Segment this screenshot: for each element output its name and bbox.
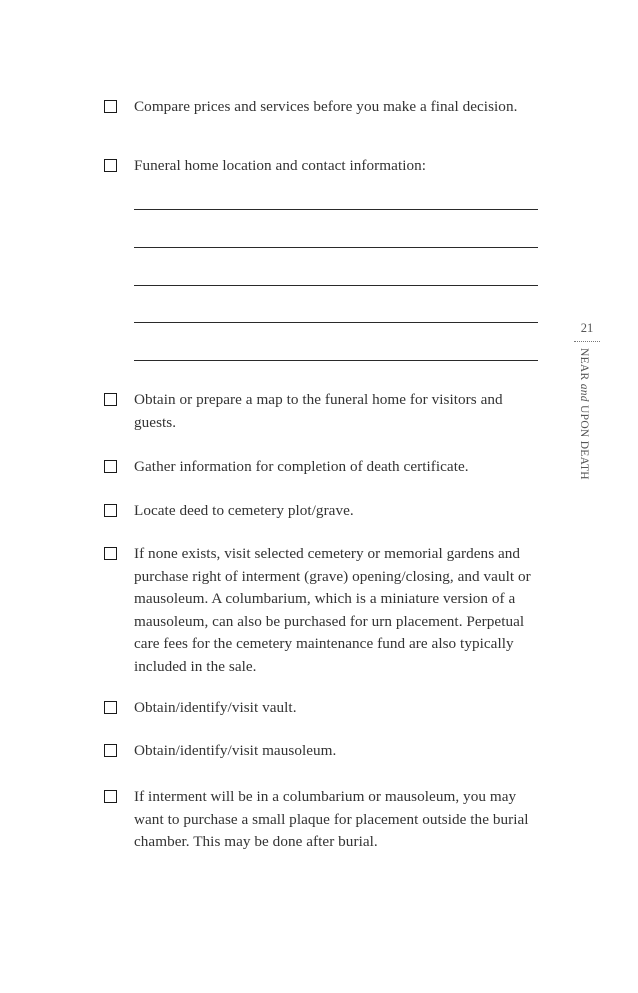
section-title-part1: NEAR	[578, 348, 590, 384]
checklist-item-vault	[104, 697, 534, 720]
checklist-item-map	[104, 389, 534, 434]
checkbox-plaque[interactable]	[104, 790, 117, 803]
checkbox-visit-cemetery[interactable]	[104, 547, 117, 560]
checklist-item-text: Obtain or prepare a map to the funeral home for visitors and guests.	[134, 391, 503, 431]
checklist-item-visit-cemetery	[104, 543, 534, 678]
checkbox-mausoleum[interactable]	[104, 744, 117, 757]
section-title	[578, 348, 590, 480]
checklist-item-text: If interment will be in a columbarium or mausoleum, you may want to purchase a small plaque for placement outside the burial chamber. This may be done after burial.	[134, 788, 529, 850]
checkbox-vault[interactable]	[104, 701, 117, 714]
checkbox-compare-prices[interactable]	[104, 100, 117, 113]
checklist-item-compare-prices	[104, 96, 534, 119]
checklist-item-text: Locate deed to cemetery plot/grave.	[134, 502, 354, 519]
contact-write-line-3[interactable]	[134, 285, 538, 286]
contact-write-line-1[interactable]	[134, 209, 538, 210]
checklist-item-funeral-home-contact	[104, 155, 534, 178]
checklist-item-text: If none exists, visit selected cemetery or memorial gardens and purchase right of interment (grave) opening/closing, and vault or mausoleum. A columbarium, which is a miniature version of a mausoleum, can also be purchased for urn placement. Perpetual care fees for the cemetery maintenance fund are also typically included in the sale.	[134, 545, 531, 675]
checkbox-cemetery-deed[interactable]	[104, 504, 117, 517]
section-title-italic: and	[578, 383, 590, 402]
checklist-item-text: Obtain/identify/visit mausoleum.	[134, 742, 337, 759]
contact-write-line-5[interactable]	[134, 360, 538, 361]
checkbox-death-certificate[interactable]	[104, 460, 117, 473]
contact-write-line-2[interactable]	[134, 247, 538, 248]
checklist-item-cemetery-deed	[104, 500, 534, 523]
running-head	[574, 320, 600, 480]
page-number: 21	[574, 320, 600, 342]
checkbox-funeral-home-contact[interactable]	[104, 159, 117, 172]
checkbox-map[interactable]	[104, 393, 117, 406]
checklist-item-text: Funeral home location and contact information:	[134, 157, 427, 174]
checklist-item-death-certificate	[104, 456, 534, 479]
checklist-item-text: Compare prices and services before you make a final decision.	[134, 98, 518, 115]
contact-write-line-4[interactable]	[134, 322, 538, 323]
section-title-part2: UPON DEATH	[578, 401, 590, 480]
checklist-item-mausoleum	[104, 740, 534, 763]
checklist-item-text: Obtain/identify/visit vault.	[134, 699, 297, 716]
checklist-item-text: Gather information for completion of death certificate.	[134, 458, 469, 475]
checklist-item-plaque	[104, 786, 534, 854]
